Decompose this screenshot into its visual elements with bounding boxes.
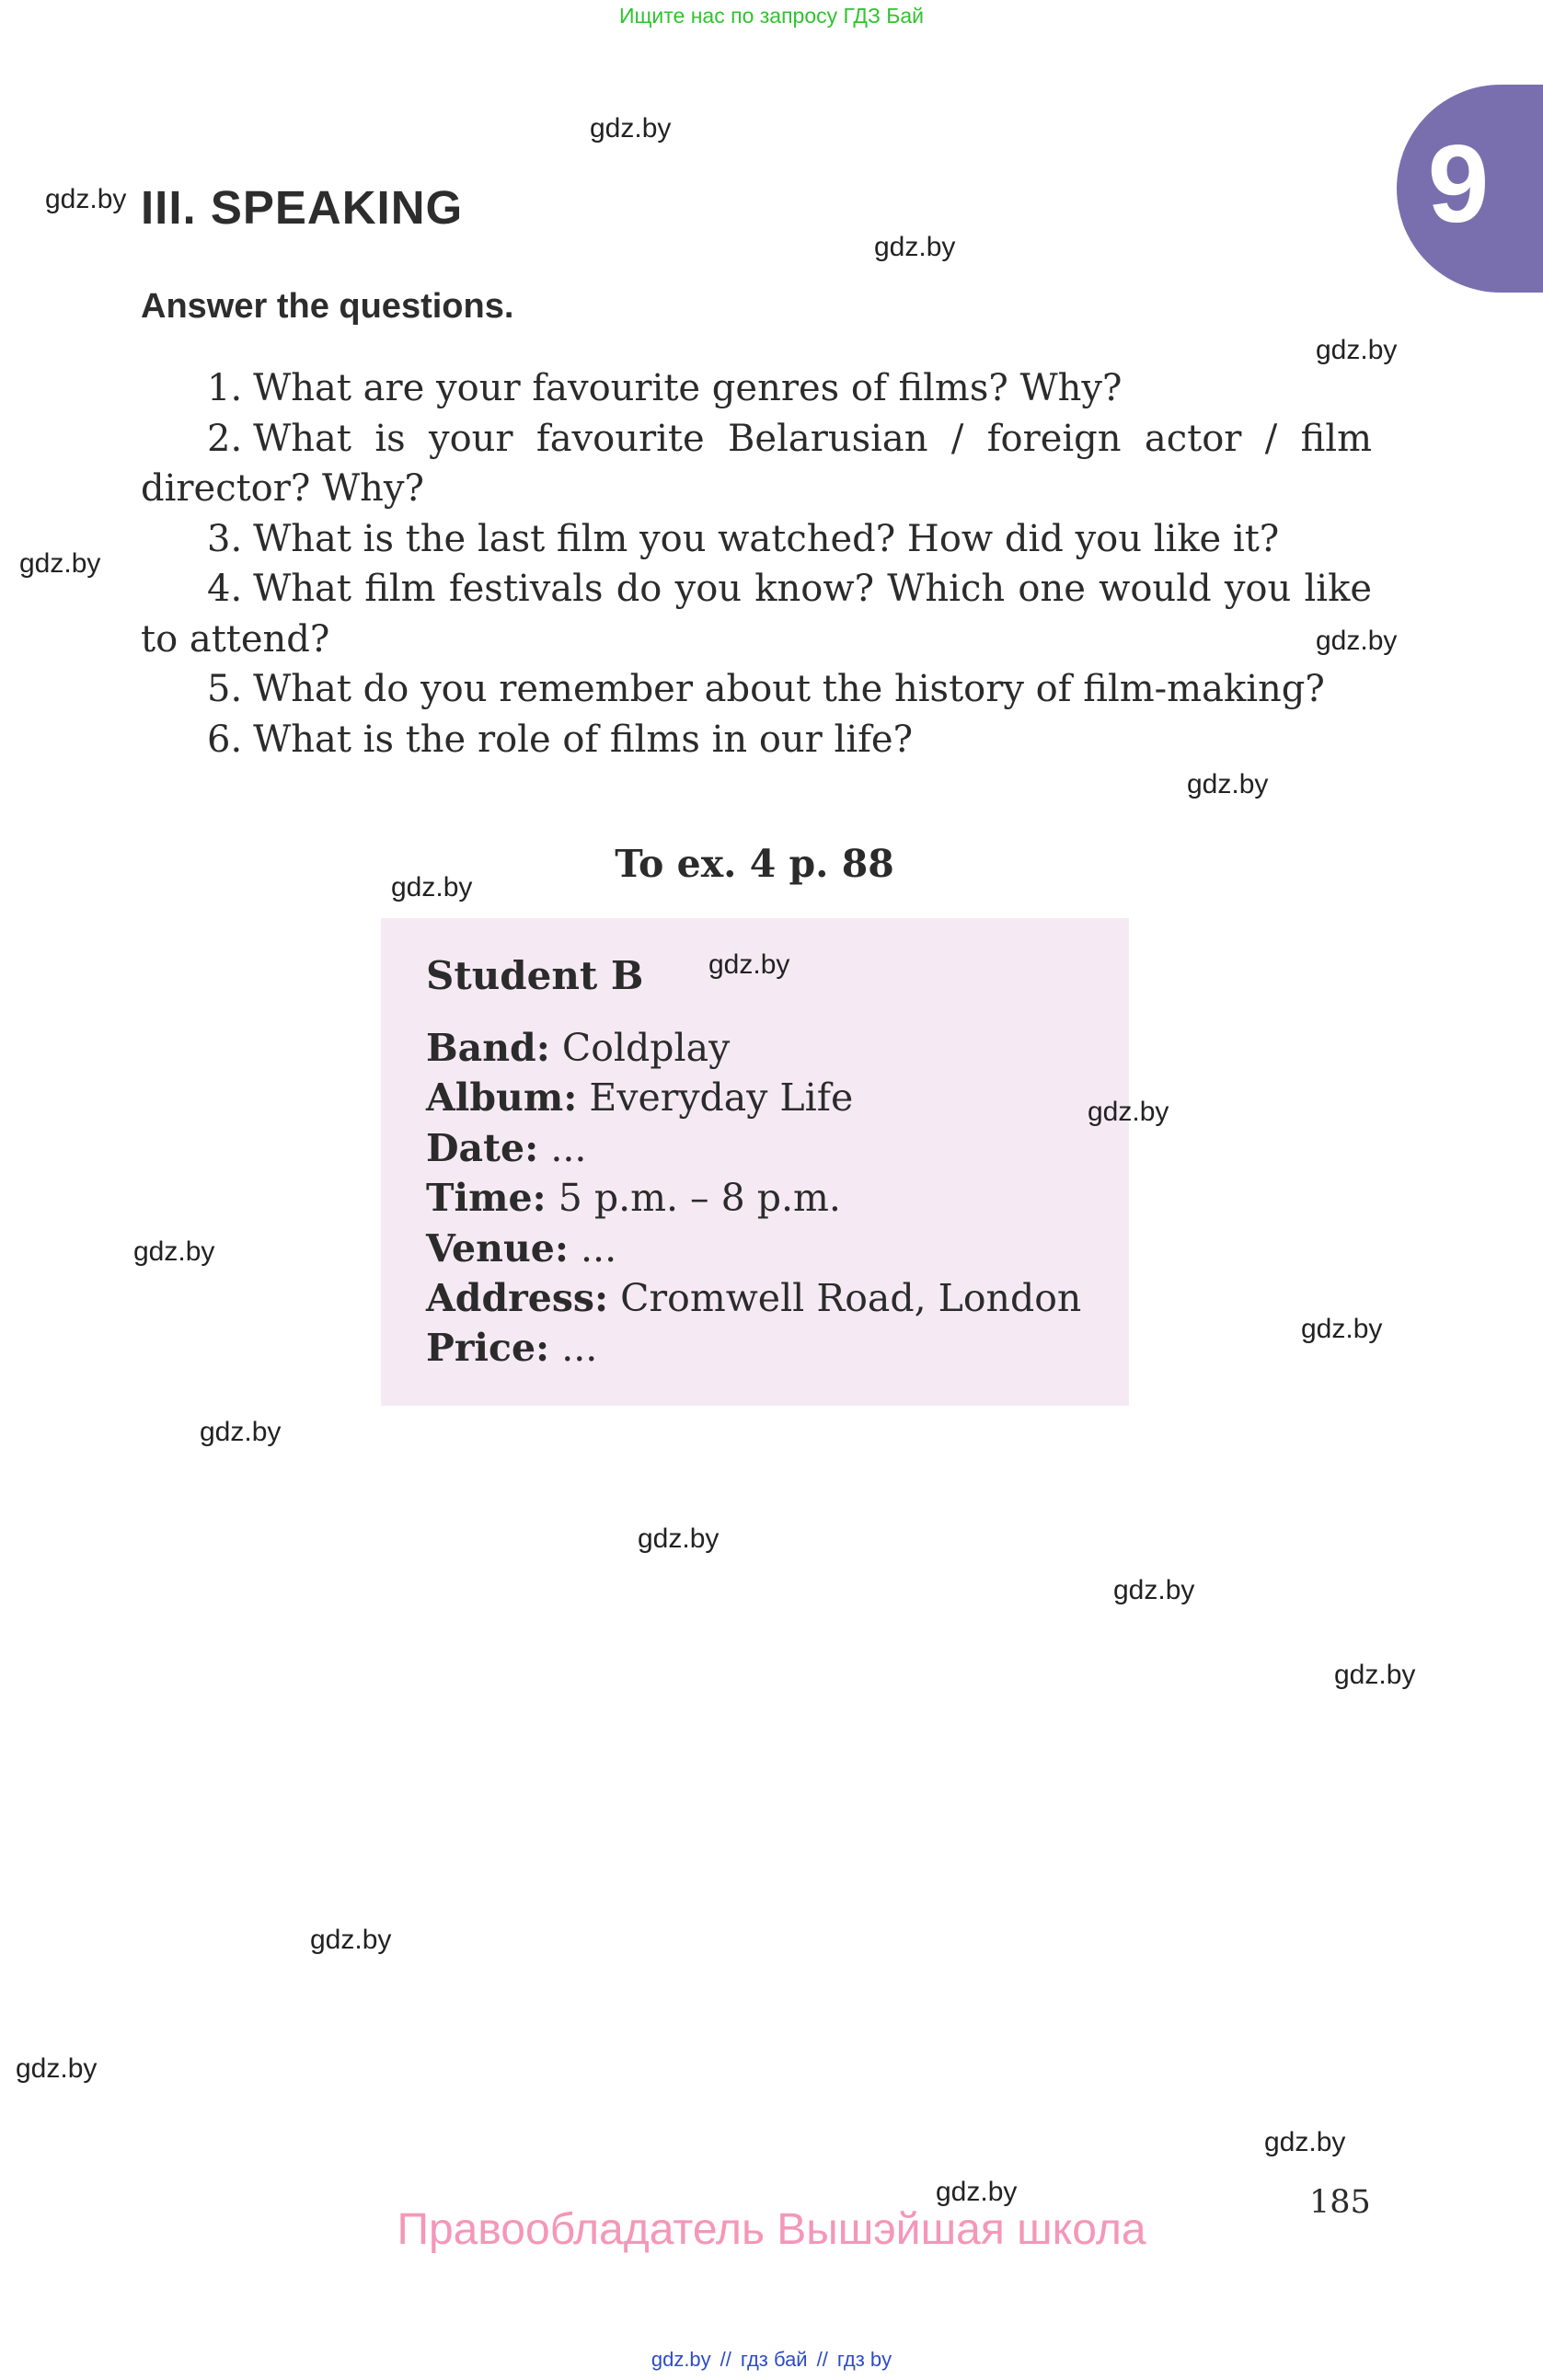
card-row-date [426, 1123, 1125, 1173]
card-value: Cromwell Road, London [608, 1276, 1082, 1321]
watermark: gdz.by [1187, 769, 1269, 799]
question-text: What is the last film you watched? How did you like it? [253, 517, 1280, 560]
question-text: What film festivals do you know? Which one would you like to attend? [141, 568, 1372, 661]
footer-separator: // [720, 2348, 731, 2371]
question-number: 6. [207, 718, 243, 761]
watermark: gdz.by [19, 548, 101, 579]
section-title: III. SPEAKING [141, 181, 464, 234]
question-item [141, 514, 1372, 565]
question-number: 4. [207, 568, 243, 610]
question-text: What do you remember about the history of film-making? [253, 668, 1325, 710]
card-value: ... [549, 1326, 598, 1371]
card-value: ... [538, 1125, 587, 1170]
card-label: Album: [426, 1075, 578, 1121]
watermark: gdz.by [1264, 2127, 1346, 2157]
question-item [141, 664, 1372, 715]
question-text: What is your favourite Belarusian / foreign actor / film director? Why? [141, 417, 1372, 510]
question-number: 5. [207, 668, 243, 710]
card-label: Price: [426, 1326, 550, 1371]
question-list [141, 363, 1372, 765]
card-label: Time: [426, 1176, 547, 1221]
card-row-price [426, 1323, 1125, 1373]
card-row-address [426, 1273, 1125, 1323]
top-banner: Ищите нас по запросу ГДЗ Бай [618, 4, 925, 28]
question-text: What are your favourite genres of films? Why? [253, 367, 1123, 409]
copyright-holder: Правообладатель Вышэйшая школа [397, 2205, 1146, 2254]
watermark: gdz.by [936, 2177, 1018, 2207]
watermark: gdz.by [1334, 1660, 1416, 1690]
watermark: gdz.by [1113, 1575, 1195, 1605]
question-text: What is the role of films in our life? [253, 718, 914, 761]
question-number: 3. [207, 517, 243, 560]
card-row-album [426, 1073, 1125, 1122]
watermark: gdz.by [638, 1523, 720, 1554]
watermark: gdz.by [310, 1925, 392, 1955]
watermark: gdz.by [590, 113, 672, 144]
watermark: gdz.by [1316, 335, 1398, 365]
footer-links [0, 2348, 1543, 2372]
card-label: Band: [426, 1026, 550, 1070]
card-value: 5 p.m. – 8 p.m. [546, 1176, 841, 1221]
watermark: gdz.by [708, 949, 790, 980]
card-label: Address: [426, 1276, 609, 1321]
card-row-venue [426, 1224, 1125, 1273]
watermark: gdz.by [45, 184, 127, 214]
instruction: Answer the questions. [141, 287, 514, 326]
watermark: gdz.by [391, 872, 473, 903]
watermark: gdz.by [133, 1236, 215, 1267]
card-label: Date: [426, 1125, 539, 1170]
student-card-title: Student B [426, 953, 644, 998]
card-row-time [426, 1173, 1125, 1223]
question-number: 1. [207, 367, 243, 409]
question-number: 2. [207, 417, 243, 460]
footer-link-gdz-bai[interactable]: гдз бай [740, 2348, 808, 2371]
watermark: gdz.by [874, 232, 956, 262]
card-label: Venue: [426, 1225, 569, 1270]
card-value: Coldplay [549, 1026, 731, 1070]
reference-heading: To ex. 4 p. 88 [615, 842, 894, 886]
footer-separator: // [816, 2348, 828, 2371]
footer-link-gdz-by[interactable]: gdz.by [651, 2348, 711, 2371]
footer-link-gdz-by-cyr[interactable]: гдз by [836, 2348, 892, 2371]
watermark: gdz.by [1301, 1314, 1383, 1344]
card-row-band [426, 1023, 1125, 1073]
watermark: gdz.by [1316, 626, 1398, 656]
watermark: gdz.by [200, 1417, 282, 1447]
student-card-details [426, 1023, 1125, 1374]
card-value: Everyday Life [577, 1075, 854, 1121]
question-item [141, 564, 1372, 664]
watermark: gdz.by [1088, 1097, 1169, 1127]
question-item [141, 363, 1372, 414]
page-number: 185 [1309, 2184, 1371, 2221]
chapter-number: 9 [1427, 122, 1490, 246]
card-value: ... [568, 1225, 617, 1270]
watermark: gdz.by [16, 2053, 98, 2084]
question-item [141, 715, 1372, 765]
question-item [141, 414, 1372, 514]
